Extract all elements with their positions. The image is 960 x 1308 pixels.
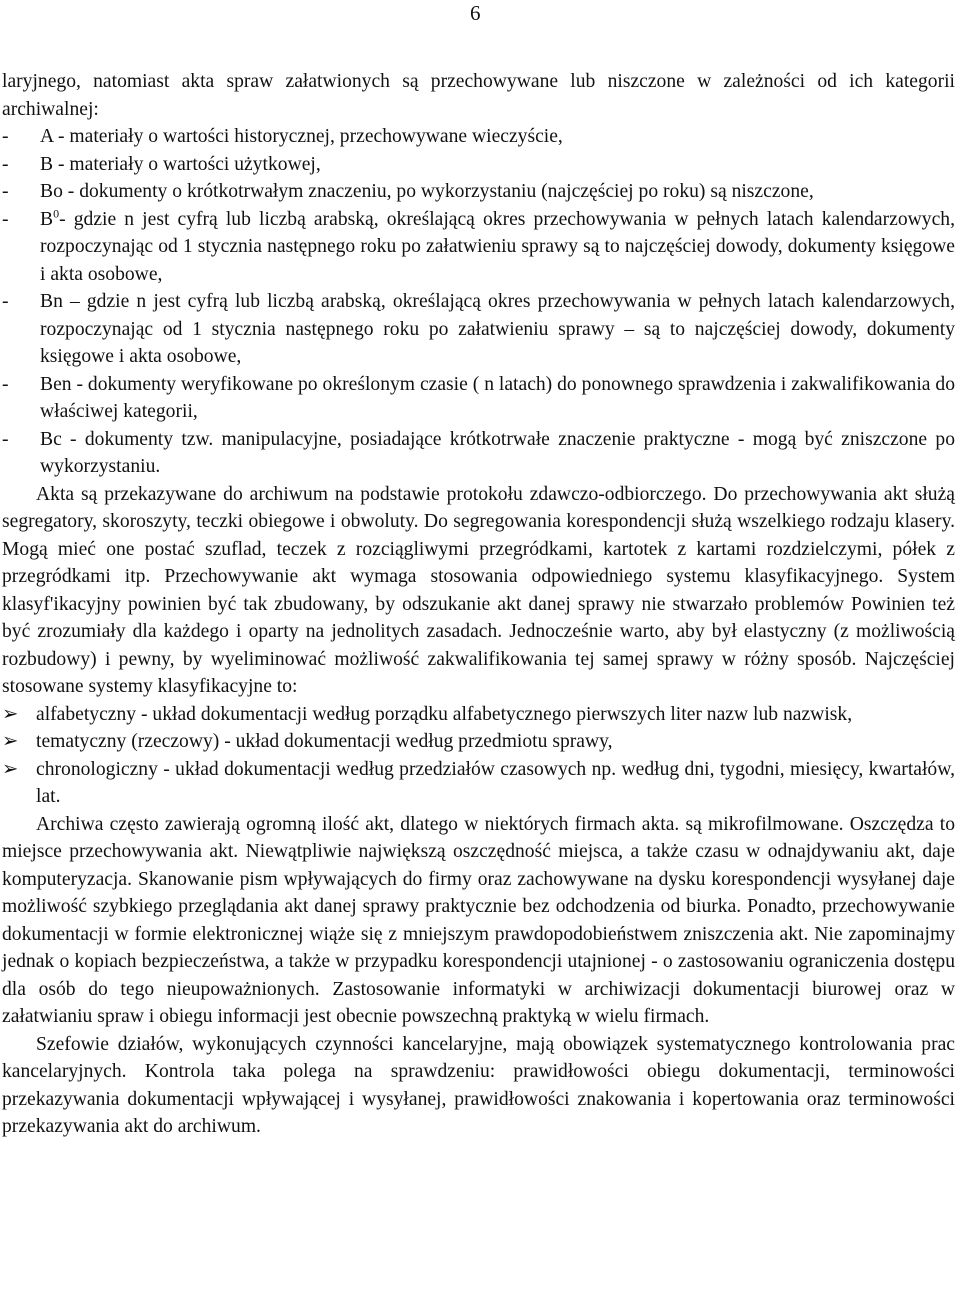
arrow-bullet-icon: ➢ — [2, 731, 19, 752]
list-item — [2, 756, 955, 811]
list-item-text: Bo - dokumenty o krótkotrwałym znaczeniu, po wykorzystaniu (najczęściej po roku) są niszczone, — [40, 181, 814, 202]
list-item — [2, 206, 955, 289]
paragraph-archiwa: Archiwa często zawierają ogromną ilość akt, dlatego w niektórych firmach akta. są mikrofilmowane. Oszczędza to miejsce przechowywania akt. Niewątpliwie największą oszczędność miejsca, a także czasu w odnajdywaniu akt, daje komputeryzacja. Skanowanie pism wpływających do firmy oraz zachowywane na dysku korespondencji wysyłanej daje możliwość szybkiego przeglądania akt danej sprawy praktycznie bez odchodzenia od biurka. Ponadto, przechowywanie dokumentacji w formie elektronicznej wiąże się z mniejszym prawdopodobieństwem zniszczenia akt. Nie zapominajmy jednak o kopiach bezpieczeństwa, a także w przypadku korespondencji utajnionej - o zastosowaniu ograniczenia dostępu dla osób do tego nieupoważnionych. Zastosowanie informatyki w archiwizacji dokumentacji biurowej oraz w załatwianiu spraw i obiegu informacji jest obecnie powszechną praktyką w wielu firmach. — [2, 813, 955, 1027]
list-item-text: Bn – gdzie n jest cyfrą lub liczbą arabską, określającą okres przechowywania w pełnych latach kalendarzowych, rozpoczynając od 1 stycznia następnego roku po załatwieniu sprawy – są to najczęściej dowody, dokumenty księgowe i akta osobowe, — [40, 291, 955, 367]
dash-marker: - — [2, 291, 9, 312]
dash-marker: - — [2, 153, 9, 175]
category-prefix: B — [40, 208, 54, 230]
dash-marker: - — [2, 126, 9, 147]
intro-paragraph: laryjnego, natomiast akta spraw załatwionych są przechowywane lub niszczone w zależności od ich kategorii archiwalnej: — [2, 71, 955, 120]
list-item-text: tematyczny (rzeczowy) - układ dokumentacji według przedmiotu sprawy, — [36, 731, 613, 752]
category-list — [2, 123, 955, 481]
list-item — [2, 426, 955, 481]
category-description: - gdzie n jest cyfrą lub liczbą arabską, określającą okres przechowywania w pełnych latach kalendarzowych, rozpoczynając od 1 stycznia następnego roku po załatwieniu sprawy są to najczęściej dowody, dokumenty księgowe i akta osobowe, — [40, 208, 955, 285]
dash-marker: - — [2, 181, 9, 202]
list-item-text: chronologiczny - układ dokumentacji według przedziałów czasowych np. według dni, tygodni, miesięcy, kwartałów, lat. — [36, 758, 955, 807]
list-item — [2, 371, 955, 426]
list-item-text: alfabetyczny - układ dokumentacji według porządku alfabetycznego pierwszych liter nazw lub nazwisk, — [36, 703, 853, 725]
page-content — [2, 68, 955, 1141]
list-item — [2, 728, 955, 756]
paragraph-szefowie: Szefowie działów, wykonujących czynności kancelaryjne, mają obowiązek systematycznego kontrolowania prac kancelaryjnych. Kontrola taka polega na sprawdzeniu: prawidłowości obiegu dokumentacji, terminowości przekazywania dokumentacji wpływającej i wysyłanej, prawidłowości znakowania i kopertowania oraz terminowości przekazywania akt do archiwum. — [2, 1033, 955, 1137]
list-item-text: Ben - dokumenty weryfikowane po określonym czasie ( n latach) do ponownego sprawdzenia i zakwalifikowania do właściwej kategorii, — [40, 373, 955, 422]
category-superscript: 0 — [53, 205, 60, 220]
list-item — [2, 288, 955, 371]
dash-marker: - — [2, 373, 9, 395]
list-item — [2, 178, 955, 206]
list-item-text: A - materiały o wartości historycznej, przechowywane wieczyście, — [40, 126, 563, 147]
dash-marker: - — [2, 208, 9, 230]
arrow-bullet-icon: ➢ — [2, 758, 19, 780]
classification-list — [2, 701, 955, 811]
list-item — [2, 701, 955, 729]
page-number: 6 — [470, 1, 481, 25]
arrow-bullet-icon: ➢ — [2, 703, 19, 725]
dash-marker: - — [2, 428, 9, 450]
paragraph-akta: Akta są przekazywane do archiwum na podstawie protokołu zdawczo-odbiorczego. Do przechowywania akt służą segregatory, skoroszyty, teczki obiegowe i obwoluty. Do segregowania korespondencji służą wszelkiego rodzaju klasery. Mogą mieć one postać szuflad, teczek z rozciągliwymi przegródkami, kartotek z kartami rozdzielczymi, półek z przegródkami itp. Przechowywanie akt wymaga stosowania odpowiedniego systemu klasyfikacyjnego. System klasyf'ikacyjny powinien być tak zbudowany, by odszukanie akt danej sprawy nie stwarzało problemów Powinien też być zrozumiały dla każdego i oparty na jednolitych zasadach. Jednocześnie warto, aby był elastyczny (z możliwością rozbudowy) i pewny, by wyeliminować możliwość zakwalifikowania tej samej sprawy w różny sposób. Najczęściej stosowane systemy klasyfikacyjne to: — [2, 483, 955, 697]
list-item — [2, 123, 955, 151]
list-item-text — [40, 206, 955, 289]
list-item-text: B - materiały o wartości użytkowej, — [40, 153, 321, 175]
list-item-text: Bc - dokumenty tzw. manipulacyjne, posiadające krótkotrwałe znaczenie praktyczne - mogą być zniszczone po wykorzystaniu. — [40, 428, 955, 477]
list-item — [2, 151, 955, 179]
